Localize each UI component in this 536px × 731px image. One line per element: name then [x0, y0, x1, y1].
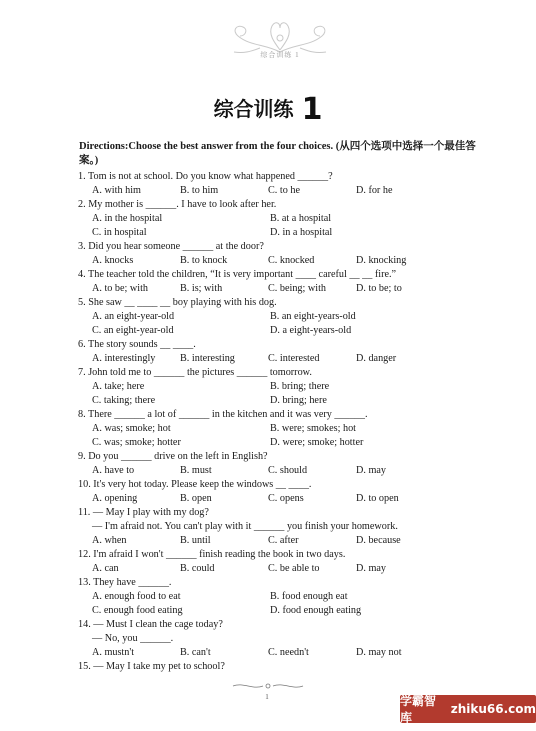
option-row: [78, 436, 498, 450]
question-stem: 5. She saw __ ____ __ boy playing with his dog.: [78, 297, 277, 308]
answer-option[interactable]: C. to he: [268, 185, 300, 196]
question-item: [78, 506, 498, 548]
question-stem: 10. It's very hot today. Please keep the windows __ ____.: [78, 479, 312, 490]
option-row: [78, 492, 498, 506]
answer-option[interactable]: B. to knock: [180, 255, 228, 266]
answer-option[interactable]: A. an eight-year-old: [92, 311, 175, 322]
question-stem: 9. Do you ______ drive on the left in English?: [78, 451, 268, 462]
question-stem: 8. There ______ a lot of ______ in the kitchen and it was very ______.: [78, 409, 368, 420]
question-item: [78, 296, 498, 338]
question-stem: 7. John told me to ______ the pictures ______ tomorrow.: [78, 367, 312, 378]
answer-option[interactable]: A. can: [92, 563, 119, 574]
answer-option[interactable]: C. be able to: [268, 563, 320, 574]
answer-option[interactable]: C. should: [268, 465, 308, 476]
question-stem: 2. My mother is ______. I have to look after her.: [78, 199, 277, 210]
answer-option[interactable]: A. take; here: [92, 381, 145, 392]
question-stem: 6. The story sounds __ ____.: [78, 339, 196, 350]
answer-option[interactable]: A. was; smoke; hot: [92, 423, 171, 434]
question-stem: 12. I'm afraid I won't ______ finish reading the book in two days.: [78, 549, 346, 560]
page-number: 1: [265, 693, 269, 701]
answer-option[interactable]: D. may: [356, 563, 386, 574]
option-row: [78, 464, 498, 478]
answer-option[interactable]: B. is; with: [180, 283, 223, 294]
question-item: [78, 198, 498, 240]
answer-option[interactable]: A. knocks: [92, 255, 134, 266]
answer-option[interactable]: B. until: [180, 535, 211, 546]
answer-option[interactable]: B. can't: [180, 647, 211, 658]
option-row: [78, 212, 498, 226]
option-row: [78, 310, 498, 324]
question-list: [78, 170, 498, 674]
answer-option[interactable]: A. mustn't: [92, 647, 135, 658]
page-title: [0, 92, 536, 127]
question-item: [78, 478, 498, 506]
watermark-logo: 学霸智库: [400, 694, 437, 725]
answer-option[interactable]: A. interestingly: [92, 353, 156, 364]
option-row: [78, 226, 498, 240]
question-stem: 3. Did you hear someone ______ at the door?: [78, 241, 264, 252]
answer-option[interactable]: C. enough food eating: [92, 605, 183, 616]
running-header: 综合训练 1: [260, 51, 300, 59]
answer-option[interactable]: D. food enough eating: [270, 605, 362, 616]
answer-option[interactable]: B. were; smokes; hot: [270, 423, 357, 434]
question-stem: 1. Tom is not at school. Do you know what happened ______?: [78, 171, 333, 182]
answer-option[interactable]: C. taking; there: [92, 395, 156, 406]
question-extra-line: — I'm afraid not. You can't play with it ______ you finish your homework.: [92, 521, 398, 532]
answer-option[interactable]: A. in the hospital: [92, 213, 163, 224]
watermark-banner: [400, 695, 536, 723]
directions-label: Directions:: [79, 141, 129, 152]
option-row: [78, 324, 498, 338]
option-row: [78, 604, 498, 618]
answer-option[interactable]: B. to him: [180, 185, 219, 196]
answer-option[interactable]: A. have to: [92, 465, 135, 476]
answer-option[interactable]: D. to open: [356, 493, 399, 504]
question-extra-line: — No, you ______.: [92, 633, 174, 644]
answer-option[interactable]: C. knocked: [268, 255, 315, 266]
answer-option[interactable]: C. needn't: [268, 647, 309, 658]
option-row: [78, 282, 498, 296]
footer-ornament: [228, 680, 308, 692]
answer-option[interactable]: C. after: [268, 535, 299, 546]
option-row: [78, 184, 498, 198]
answer-option[interactable]: C. was; smoke; hotter: [92, 437, 181, 448]
answer-option[interactable]: A. enough food to eat: [92, 591, 181, 602]
answer-option[interactable]: C. in hospital: [92, 227, 147, 238]
question-item: [78, 548, 498, 576]
answer-option[interactable]: D. bring; here: [270, 395, 327, 406]
option-row: [78, 352, 498, 366]
question-item: [78, 240, 498, 268]
option-row: [78, 562, 498, 576]
answer-option[interactable]: B. interesting: [180, 353, 235, 364]
answer-option[interactable]: D. knocking: [356, 255, 407, 266]
question-stem: 4. The teacher told the children, “It is very important ____ careful __ __ fire.”: [78, 269, 397, 280]
answer-option[interactable]: D. to be; to: [356, 283, 402, 294]
directions: [79, 140, 479, 168]
answer-option[interactable]: C. opens: [268, 493, 304, 504]
question-item: [78, 660, 498, 674]
answer-option[interactable]: D. because: [356, 535, 401, 546]
question-item: [78, 268, 498, 296]
question-stem: 11. — May I play with my dog?: [78, 507, 209, 518]
title-number: 1: [301, 92, 323, 127]
question-item: [78, 576, 498, 618]
answer-option[interactable]: B. bring; there: [270, 381, 330, 392]
footer-flourish-icon: [228, 680, 308, 692]
answer-option[interactable]: A. with him: [92, 185, 141, 196]
option-row: [78, 254, 498, 268]
answer-option[interactable]: B. could: [180, 563, 215, 574]
option-row: [78, 394, 498, 408]
answer-option[interactable]: D. may not: [356, 647, 402, 658]
question-item: [78, 408, 498, 450]
answer-option[interactable]: A. when: [92, 535, 127, 546]
question-item: [78, 450, 498, 478]
answer-option[interactable]: A. opening: [92, 493, 138, 504]
answer-option[interactable]: D. may: [356, 465, 386, 476]
question-stem: 14. — Must I clean the cage today?: [78, 619, 223, 630]
option-row: [78, 534, 498, 548]
answer-option[interactable]: C. an eight-year-old: [92, 325, 174, 336]
title-text: 综合训练: [213, 97, 294, 121]
directions-text: Choose the best answer from the four choices. (从四个选项中选择一个最佳答案。): [79, 141, 476, 166]
answer-option[interactable]: D. a eight-years-old: [270, 325, 352, 336]
answer-option[interactable]: D. were; smoke; hotter: [270, 437, 364, 448]
watermark-url: zhiku66.com: [450, 702, 536, 716]
question-item: [78, 338, 498, 366]
question-stem: 13. They have ______.: [78, 577, 172, 588]
answer-option[interactable]: C. being; with: [268, 283, 327, 294]
option-row: [78, 646, 498, 660]
option-row: [78, 590, 498, 604]
answer-option[interactable]: B. food enough eat: [270, 591, 348, 602]
option-row: [78, 380, 498, 394]
answer-option[interactable]: B. at a hospital: [270, 213, 332, 224]
answer-option[interactable]: A. to be; with: [92, 283, 149, 294]
answer-option[interactable]: D. in a hospital: [270, 227, 333, 238]
answer-option[interactable]: B. an eight-years-old: [270, 311, 356, 322]
answer-option[interactable]: D. danger: [356, 353, 397, 364]
answer-option[interactable]: D. for he: [356, 185, 393, 196]
question-item: [78, 366, 498, 408]
question-item: [78, 618, 498, 660]
answer-option[interactable]: C. interested: [268, 353, 320, 364]
answer-option[interactable]: B. must: [180, 465, 212, 476]
answer-option[interactable]: B. open: [180, 493, 212, 504]
question-stem: 15. — May I take my pet to school?: [78, 661, 225, 672]
question-item: [78, 170, 498, 198]
option-row: [78, 422, 498, 436]
